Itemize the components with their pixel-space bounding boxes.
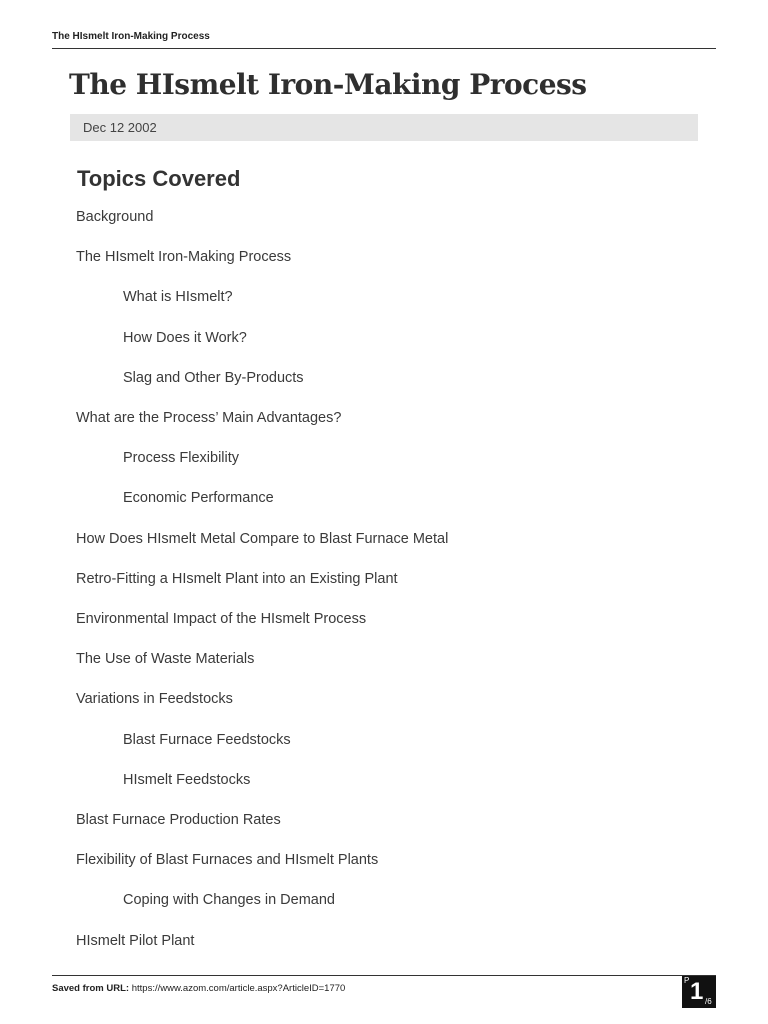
footer-label: Saved from URL: xyxy=(52,983,130,994)
topic-link[interactable]: Blast Furnace Production Rates xyxy=(76,812,281,828)
page-number: 1 xyxy=(690,978,704,1005)
footer-divider xyxy=(52,975,716,976)
page-total: /6 xyxy=(705,997,712,1006)
topic-link[interactable]: The Use of Waste Materials xyxy=(76,651,255,667)
page-indicator xyxy=(682,976,716,1008)
topic-link[interactable]: Slag and Other By-Products xyxy=(123,370,304,386)
topic-link[interactable]: Coping with Changes in Demand xyxy=(123,892,335,908)
date-bar xyxy=(70,114,698,141)
page-prefix: P xyxy=(684,976,690,985)
topic-link[interactable]: Process Flexibility xyxy=(123,450,240,466)
topic-link[interactable]: Flexibility of Blast Furnaces and HIsmelt Plants xyxy=(76,852,379,868)
topic-link[interactable]: Environmental Impact of the HIsmelt Process xyxy=(76,611,367,627)
source-url[interactable]: https://www.azom.com/article.aspx?ArticleID=1770 xyxy=(131,983,346,994)
running-header: The HIsmelt Iron-Making Process xyxy=(52,31,210,42)
topic-link[interactable]: How Does it Work? xyxy=(123,330,247,346)
topic-link[interactable]: The HIsmelt Iron-Making Process xyxy=(76,249,292,265)
publish-date: Dec 12 2002 xyxy=(83,120,157,135)
topic-link[interactable]: HIsmelt Feedstocks xyxy=(123,772,251,788)
topic-link[interactable]: Blast Furnace Feedstocks xyxy=(123,732,291,748)
topics-heading: Topics Covered xyxy=(77,166,241,191)
topic-link[interactable]: Variations in Feedstocks xyxy=(76,691,233,707)
topic-link[interactable]: What is HIsmelt? xyxy=(123,289,233,305)
header-divider xyxy=(52,48,716,49)
topic-link[interactable]: HIsmelt Pilot Plant xyxy=(76,933,195,949)
topic-link[interactable]: What are the Process’ Main Advantages? xyxy=(76,410,342,426)
topic-link[interactable]: Retro-Fitting a HIsmelt Plant into an Existing Plant xyxy=(76,571,398,587)
topic-link[interactable]: How Does HIsmelt Metal Compare to Blast Furnace Metal xyxy=(76,531,449,547)
topic-link[interactable]: Background xyxy=(76,209,154,225)
topic-link[interactable]: Economic Performance xyxy=(123,490,274,506)
footer-source xyxy=(52,983,345,994)
page-title: The HIsmelt Iron-Making Process xyxy=(69,68,587,101)
